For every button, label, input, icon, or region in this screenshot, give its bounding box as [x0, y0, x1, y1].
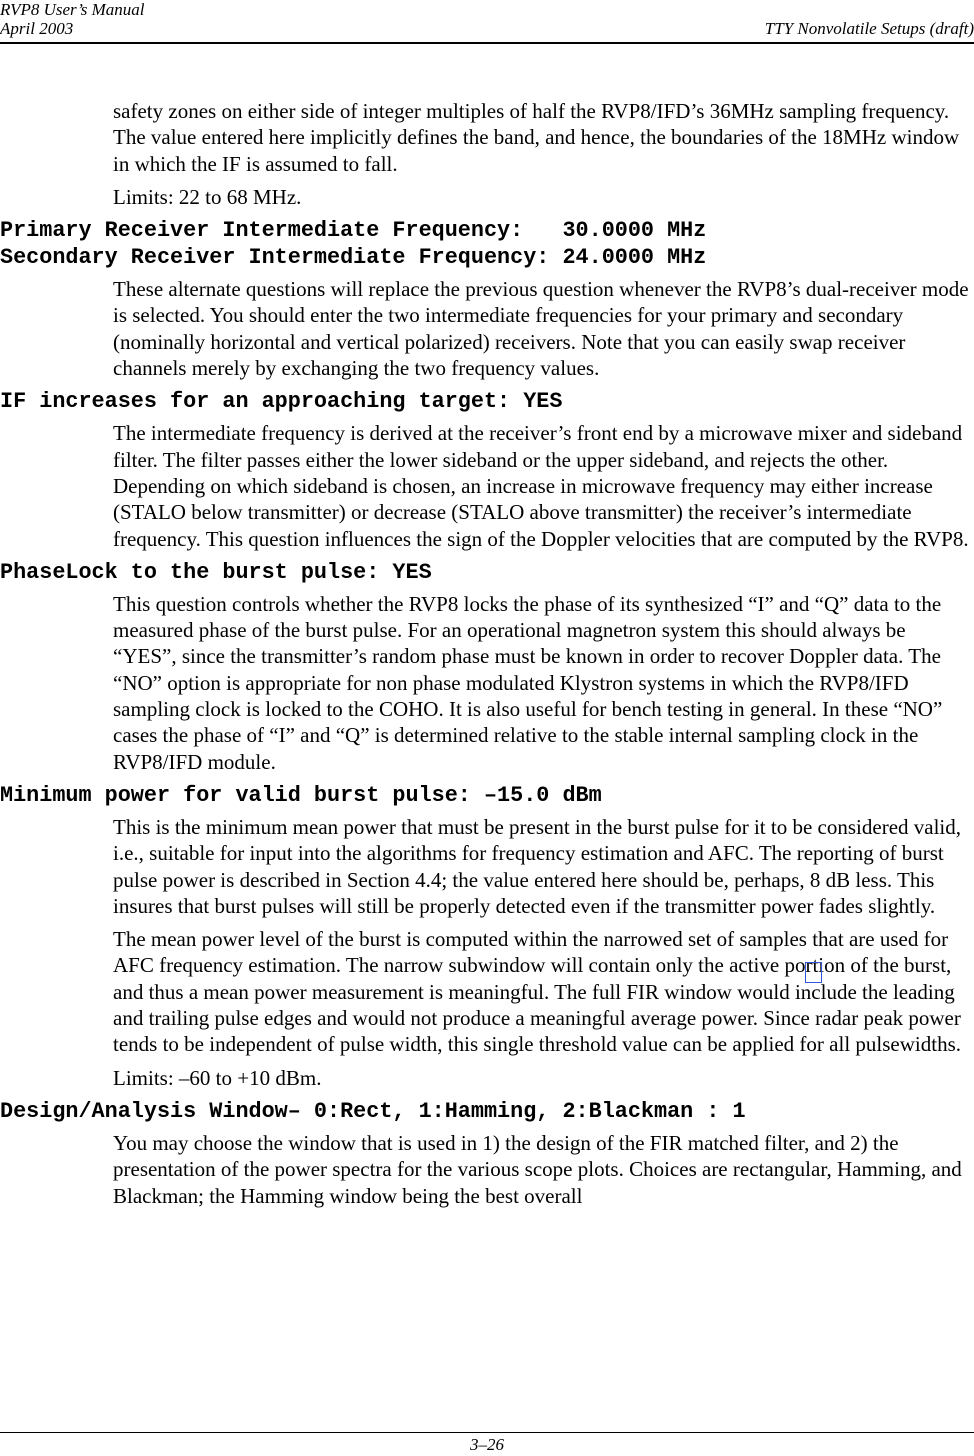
setup-line-phaselock: PhaseLock to the burst pulse: YES	[0, 559, 432, 585]
manual-title: RVP8 User’s Manual	[0, 0, 145, 19]
footer-rule	[0, 1432, 974, 1433]
setup-line-primary-if: Primary Receiver Intermediate Frequency: 30.0000 MHz	[0, 218, 707, 244]
setup-line-if-increases: IF increases for an approaching target: YES	[0, 389, 563, 415]
page-number: 3–26	[470, 1435, 504, 1454]
paragraph-if-derivation: The intermediate frequency is derived at the receiver’s front end by a microwave mixer and sideband filter. The filter passes either the lower sideband or the upper sideband, and rejects the other. Depending on which sideband is chosen, an increase in microwave frequency may either increase (STALO below transmitter) or decrease (STALO above transmitter) the receiver’s intermediate frequency. This question influences the sign of the Doppler velocities that are computed by the RVP8.	[113, 421, 969, 551]
paragraph-analysis-window: You may choose the window that is used in 1) the design of the FIR matched filter, and 2) the presentation of the power spectra for the various scope plots. Choices are rectangular, Hamming, and Blackman; the Hamming window being the best overall	[113, 1130, 962, 1208]
header-rule	[0, 42, 974, 44]
section-title: TTY Nonvolatile Setups (draft)	[764, 19, 974, 38]
paragraph-min-burst-power: This is the minimum mean power that must be present in the burst pulse for it to be considered valid, i.e., suitable for input into the algorithms for frequency estimation and AFC. The reporting of burst pulse power is described in Section 4.4; the value entered here should be, perhaps, 8 dB less. This insures that burst pulses will still be properly detected even if the transmitter power fades slightly.	[113, 814, 961, 918]
paragraph-limits-dbm: Limits: –60 to +10 dBm.	[113, 1065, 322, 1090]
paragraph-safety-zones: safety zones on either side of integer multiples of half the RVP8/IFD’s 36MHz sampling frequency. The value entered here implicitly defines the band, and hence, the boundaries of the 18MHz window in which the IF is assumed to fall.	[113, 99, 960, 176]
change-marker-box	[805, 962, 822, 983]
header-date: April 2003	[0, 19, 74, 38]
paragraph-phaselock: This question controls whether the RVP8 locks the phase of its synthesized “I” and “Q” data to the measured phase of the burst pulse. For an operational magnetron system this should always be “YES”, since the transmitter’s random phase must be known in order to recover Doppler data. The “NO” option is appropriate for non phase modulated Klystron systems in which the RVP8/IFD sampling clock is locked to the COHO. It is also useful for bench testing in general. In these “NO” cases the phase of “I” and “Q” is determined relative to the stable internal sampling clock in the RVP8/IFD module.	[113, 591, 943, 774]
setup-line-secondary-if: Secondary Receiver Intermediate Frequency: 24.0000 MHz	[0, 245, 707, 271]
page-body	[0, 98, 974, 1216]
paragraph-mean-power: The mean power level of the burst is computed within the narrowed set of samples that are used for AFC frequency estimation. The narrow subwindow will contain only the active portion of the burst, and thus a mean power measurement is meaningful. The full FIR window would include the leading and trailing pulse edges and would not produce a meaningful average power. Since radar peak power tends to be independent of pulse width, this single threshold value can be applied for all pulsewidths.	[113, 927, 961, 1057]
setup-line-analysis-window: Design/Analysis Window– 0:Rect, 1:Hamming, 2:Blackman : 1	[0, 1098, 746, 1124]
paragraph-limits-if: Limits: 22 to 68 MHz.	[113, 184, 302, 209]
setup-line-min-burst-power: Minimum power for valid burst pulse: –15.0 dBm	[0, 782, 602, 808]
paragraph-alternate-questions: These alternate questions will replace the previous question whenever the RVP8’s dual-receiver mode is selected. You should enter the two intermediate frequencies for your primary and secondary (nominally horizontal and vertical polarized) receivers. Note that you can easily swap receiver channels merely by exchanging the two frequency values.	[113, 277, 969, 381]
